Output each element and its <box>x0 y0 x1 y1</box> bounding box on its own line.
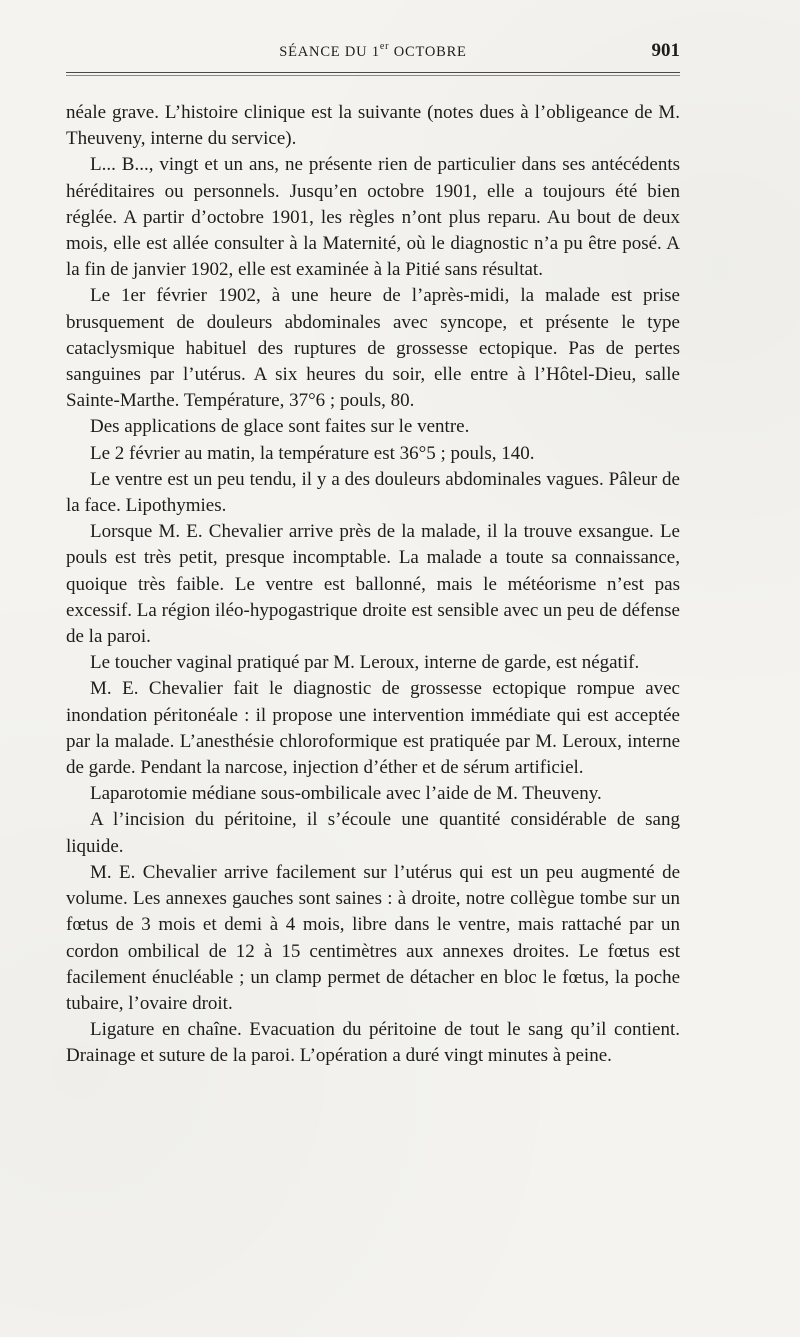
body-text <box>66 100 680 1070</box>
page-number: 901 <box>651 40 680 61</box>
header-title <box>66 42 680 61</box>
header-title-suffix: OCTOBRE <box>389 43 467 60</box>
paragraph-7: Lorsque M. E. Chevalier arrive près de la malade, il la trouve exsangue. Le pouls est très petit, presque incomptable. La malade a toute sa connaissance, quoique très faible. Le ventre est ballonné, mais le météorisme n’est pas excessif. La région iléo-hypogastrique droite est sensible avec un peu de défense de la paroi. <box>66 521 680 648</box>
paragraph-4: Des applications de glace sont faites sur le ventre. <box>90 416 470 438</box>
paragraph-3: Le 1er février 1902, à une heure de l’après-midi, la malade est prise brusquement de douleurs abdominales avec syncope, et présente le type cataclysmique habituel des ruptures de grossesse ectopique. Pas de pertes sanguines par l’utérus. A six heures du soir, elle entre à l’Hôtel-Dieu, salle Sainte-Marthe. Température, 37°6 ; pouls, 80. <box>66 285 680 412</box>
header-title-superscript: er <box>379 41 390 52</box>
header-title-prefix: SÉANCE DU 1 <box>279 43 380 60</box>
paragraph-5: Le 2 février au matin, la température est 36°5 ; pouls, 140. <box>90 442 535 464</box>
paragraph-1: néale grave. L’histoire clinique est la suivante (notes dues à l’obligeance de M. Theuveny, interne du service). <box>66 102 680 150</box>
header-rule <box>66 72 680 73</box>
paragraph-9: M. E. Chevalier fait le diagnostic de grossesse ectopique rompue avec inondation péritonéale : il propose une intervention immédiate qui est acceptée par la malade. L’anesthésie chloroformique est pratiquée par M. Leroux, interne de garde. Pendant la narcose, injection d’éther et de sérum artificiel. <box>66 678 680 779</box>
paragraph-10: Laparotomie médiane sous-ombilicale avec l’aide de M. Theuveny. <box>90 783 602 805</box>
paragraph-12: M. E. Chevalier arrive facilement sur l’utérus qui est un peu augmenté de volume. Les annexes gauches sont saines : à droite, notre collègue tombe sur un fœtus de 3 mois et demi à 4 mois, libre dans le ventre, mais rattaché par un cordon ombilical de 12 à 15 centimètres aux annexes droites. Le fœtus est facilement énucléable ; un clamp permet de détacher en bloc le fœtus, la poche tubaire, l’ovaire droit. <box>66 861 680 1014</box>
running-head <box>66 42 680 66</box>
paragraph-6: Le ventre est un peu tendu, il y a des douleurs abdominales vagues. Pâleur de la face. Lipothymies. <box>66 468 680 517</box>
paragraph-2: L... B..., vingt et un ans, ne présente rien de particulier dans ses antécédents héréditaires ou personnels. Jusqu’en octobre 1901, elle a toujours été bien réglée. A partir d’octobre 1901, les règles n’ont plus reparu. Au bout de deux mois, elle est allée consulter à la Maternité, où le diagnostic n’a pu être posé. A la fin de janvier 1902, elle est examinée à la Pitié sans résultat. <box>66 154 680 281</box>
paragraph-11: A l’incision du péritoine, il s’écoule une quantité considérable de sang liquide. <box>66 809 680 857</box>
header-rule-secondary <box>66 75 680 76</box>
paragraph-13: Ligature en chaîne. Evacuation du péritoine de tout le sang qu’il contient. Drainage et suture de la paroi. L’opération a duré vingt minutes à peine. <box>66 1019 680 1067</box>
paragraph-8: Le toucher vaginal pratiqué par M. Leroux, interne de garde, est négatif. <box>90 652 640 674</box>
